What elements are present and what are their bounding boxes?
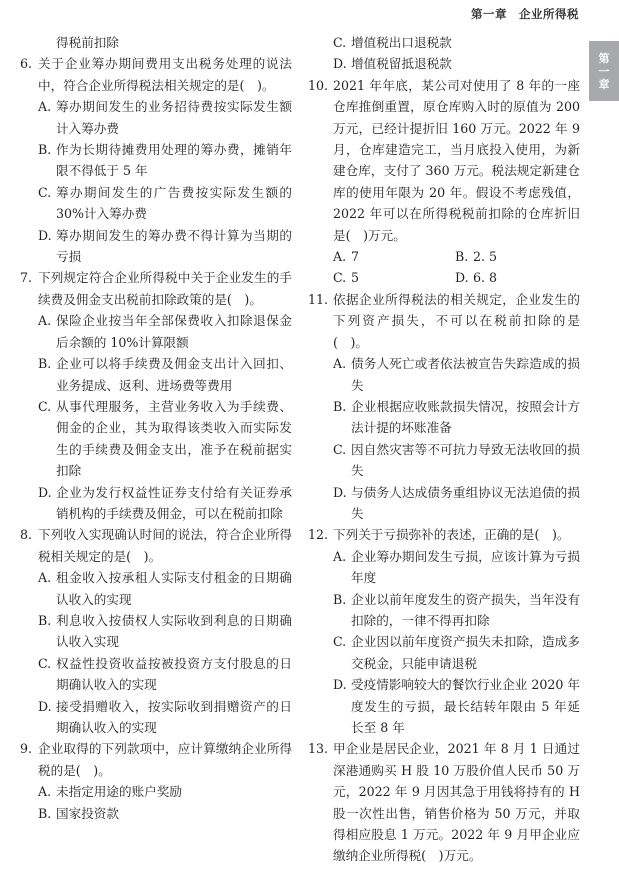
- option-d: [455, 267, 577, 288]
- option-letter: C.: [333, 441, 347, 457]
- option-c: [308, 631, 580, 674]
- option-text: 企业为发行权益性证券支付给有关证券承销机构的手续费及佣金，可以在税前扣除: [56, 484, 292, 521]
- option-letter: D.: [333, 484, 347, 500]
- option-letter: D.: [333, 56, 347, 72]
- option-text: 因自然灾害等不可抗力导致无法收回的损失: [351, 441, 580, 479]
- option-letter: A.: [38, 313, 52, 329]
- option-letter: B.: [38, 805, 52, 821]
- option-text: 筹办期间发生的业务招待费按实际发生额计入筹办费: [56, 99, 292, 136]
- question-number: 11.: [308, 291, 329, 307]
- option-text: 5: [351, 270, 360, 286]
- option-text: 筹办期间发生的广告费按实际发生额的 30%计入筹办费: [56, 184, 292, 222]
- option-letter: B.: [333, 398, 347, 414]
- option-text: 接受捐赠收入，按实际收到捐赠资产的日期确认收入的实现: [56, 698, 292, 735]
- option-a: [20, 96, 292, 139]
- option-text: 7: [351, 249, 360, 265]
- option-letter: A.: [333, 356, 347, 372]
- option-letter: B.: [38, 356, 52, 372]
- option-a: [20, 310, 292, 353]
- option-text: 增值税出口退税款: [351, 35, 452, 50]
- option-a: [333, 246, 455, 267]
- option-text: 企业以前年度发生的资产损失，当年没有扣除的，一律不得再扣除: [351, 591, 580, 628]
- option-b: [20, 803, 292, 824]
- question-7: [20, 267, 292, 524]
- option-text: 增值税留抵退税款: [351, 56, 452, 72]
- question-stem: 下列关于亏损弥补的表述，正确的是( )。: [333, 527, 570, 543]
- question-stem: 2021 年年底，某公司对使用了 8 年的一座仓库推倒重置，原仓库购入时的原值为 200 万元，已经计提折旧 160 万元。2022 年 9 月，仓库建造完工，当月底投入使用，为新建仓库，支付了 360 万元。税法规定新建仓库的使用年限为 20 年。假设不考虑残值，2022 年可以在所得税税前扣除的仓库折旧是( )万元。: [333, 77, 580, 243]
- running-header: [471, 6, 579, 22]
- option-letter: C.: [333, 270, 347, 286]
- option-letter: C.: [333, 634, 347, 650]
- option-letter: A.: [38, 784, 52, 800]
- option-d: [20, 696, 292, 739]
- option-text: 企业筹办期间发生亏损，应该计算为亏损年度: [351, 548, 580, 586]
- option-text: 6. 8: [473, 270, 498, 286]
- chapter-title: 企业所得税: [519, 7, 579, 21]
- option-text: 从事代理服务，主营业务收入为手续费、佣金的企业，其为取得该类收入而实际发生的手续费及佣金支出，准予在税前据实扣除: [56, 398, 292, 479]
- chapter-side-tab: [589, 41, 619, 101]
- option-c: [308, 439, 580, 482]
- option-c: [20, 653, 292, 696]
- side-tab-char: 章: [598, 77, 610, 91]
- option-letter: C.: [38, 184, 52, 200]
- option-letter: A.: [333, 249, 347, 265]
- option-c: [308, 32, 580, 53]
- option-letter: C.: [38, 655, 52, 671]
- question-11: [308, 289, 580, 524]
- option-letter: D.: [38, 484, 52, 500]
- option-letter: A.: [38, 99, 52, 115]
- option-text: 筹办期间发生的筹办费不得计算为当期的亏损: [56, 227, 292, 265]
- question-stem: 下列规定符合企业所得税中关于企业发生的手续费及佣金支出税前扣除政策的是( )。: [38, 270, 292, 307]
- question-12: [308, 524, 580, 738]
- option-a: [20, 567, 292, 610]
- side-tab-char: 一: [598, 64, 610, 78]
- question-number: 8.: [20, 527, 33, 543]
- option-c: [20, 182, 292, 225]
- option-letter: B.: [38, 612, 52, 628]
- options-grid: [308, 246, 580, 289]
- right-column: [308, 32, 580, 867]
- left-column: [20, 32, 292, 824]
- option-d: [308, 482, 580, 525]
- option-a: [308, 353, 580, 396]
- question-9: [20, 738, 292, 824]
- option-letter: D.: [455, 270, 469, 286]
- question-number: 9.: [20, 741, 33, 757]
- option-text: 与债务人达成债务重组协议无法追债的损失: [351, 484, 580, 521]
- question-9-continued-options: [308, 32, 580, 75]
- option-text: 国家投资款: [56, 805, 119, 821]
- option-text: 受疫情影响较大的餐饮行业企业 2020 年度发生的亏损，最长结转年限由 5 年延长至 8 年: [351, 677, 580, 735]
- side-tab-char: 第: [598, 51, 610, 65]
- question-stem: 甲企业是居民企业，2021 年 8 月 1 日通过深港通购买 H 股 10 万股价值人民币 50 万元，2022 年 9 月因其急于用钱将持有的 H 股一次性出售，销售价格为 50 万元，并取得相应股息 1 万元。2022 年 9 月甲企业应缴纳企业所得税( )万元。: [333, 741, 580, 864]
- option-letter: D.: [38, 698, 52, 714]
- option-text: 未指定用途的账户奖励: [56, 784, 182, 800]
- option-text: 企业可以将手续费及佣金支出计入回扣、业务提成、返利、进场费等费用: [56, 356, 292, 393]
- option-b: [455, 246, 577, 267]
- question-10: [308, 75, 580, 289]
- option-text: 利息收入按债权人实际收到利息的日期确认收入实现: [56, 612, 292, 650]
- question-number: 10.: [308, 77, 329, 93]
- option-letter: C.: [333, 35, 347, 50]
- option-text: 企业因以前年度资产损失未扣除，造成多交税金，只能申请退税: [351, 634, 580, 671]
- question-stem: 关于企业筹办期间费用支出税务处理的说法中，符合企业所得税法相关规定的是( )。: [38, 56, 292, 93]
- option-text: 企业根据应收账款损失情况，按照会计方法计提的坏账准备: [351, 398, 580, 436]
- continuation-text: 得税前扣除: [56, 35, 119, 50]
- option-b: [20, 353, 292, 396]
- option-a: [20, 781, 292, 802]
- question-number: 13.: [308, 741, 329, 757]
- option-d: [20, 482, 292, 525]
- option-letter: A.: [333, 548, 347, 564]
- option-d: [20, 225, 292, 268]
- option-c: [333, 267, 455, 288]
- question-stem: 下列收入实现确认时间的说法，符合企业所得税相关规定的是( )。: [38, 527, 292, 564]
- question-number: 12.: [308, 527, 329, 543]
- option-d: [308, 674, 580, 738]
- option-d: [308, 53, 580, 74]
- option-b: [308, 396, 580, 439]
- option-letter: B.: [333, 591, 347, 607]
- question-number: 6.: [20, 56, 33, 72]
- option-text: 作为长期待摊费用处理的筹办费，摊销年限不得低于 5 年: [56, 142, 292, 179]
- option-b: [308, 589, 580, 632]
- option-text: 债务人死亡或者依法被宣告失踪造成的损失: [351, 356, 580, 393]
- option-letter: A.: [38, 570, 52, 586]
- option-letter: B.: [455, 249, 469, 265]
- option-b: [20, 610, 292, 653]
- option-text: 2. 5: [473, 249, 498, 265]
- question-stem: 依据企业所得税法的相关规定，企业发生的下列资产损失，不可以在税前扣除的是( )。: [333, 291, 580, 350]
- option-text: 租金收入按承租人实际支付租金的日期确认收入的实现: [56, 570, 292, 607]
- question-13: [308, 738, 580, 866]
- option-letter: D.: [38, 227, 52, 243]
- option-c: [20, 396, 292, 482]
- option-letter: D.: [333, 677, 347, 693]
- question-stem: 企业取得的下列款项中，应计算缴纳企业所得税的是( )。: [38, 741, 292, 778]
- option-a: [308, 546, 580, 589]
- chapter-number: 第一章: [471, 7, 507, 21]
- option-text: 保险企业按当年全部保费收入扣除退保金后余额的 10%计算限额: [56, 313, 292, 350]
- option-letter: C.: [38, 398, 52, 414]
- option-letter: B.: [38, 142, 52, 158]
- option-text: 权益性投资收益按被投资方支付股息的日期确认收入的实现: [56, 655, 292, 693]
- option-b: [20, 139, 292, 182]
- question-8: [20, 524, 292, 738]
- question-6: [20, 53, 292, 267]
- question-number: 7.: [20, 270, 33, 286]
